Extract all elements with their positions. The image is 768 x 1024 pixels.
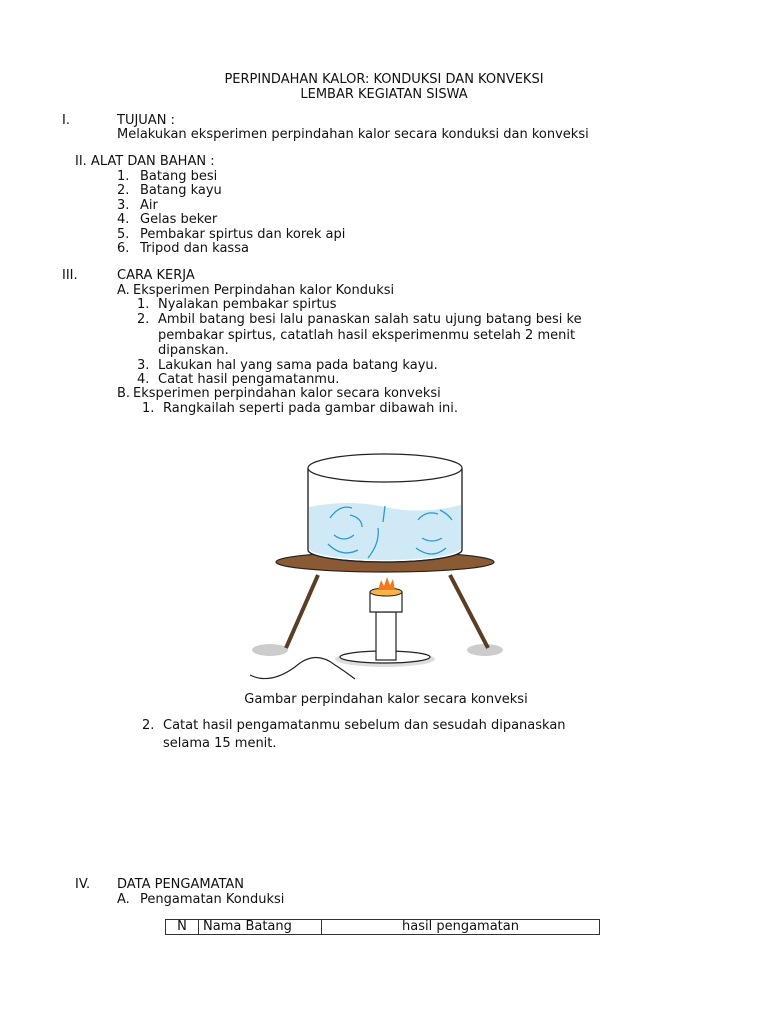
tujuan-text: Melakukan eksperimen perpindahan kalor secara konduksi dan konveksi xyxy=(117,127,589,142)
list-item: Air xyxy=(140,198,158,213)
step-number: 2. xyxy=(142,718,155,733)
list-item: Pembakar spirtus dan korek api xyxy=(140,227,346,242)
subsection-label: A. xyxy=(117,892,130,907)
col-header-nama-batang: Nama Batang xyxy=(199,920,322,935)
section-number: IV. xyxy=(75,877,91,892)
subsection-label: B. xyxy=(117,386,131,401)
section-heading-data: DATA PENGAMATAN xyxy=(117,877,245,892)
subsection-title: Eksperimen Perpindahan kalor Konduksi xyxy=(133,283,395,298)
list-item-number: 4. xyxy=(117,212,130,227)
step-number: 4. xyxy=(137,372,150,387)
step-text: Ambil batang besi lalu panaskan salah satu ujung batang besi ke xyxy=(158,312,582,327)
list-item: Gelas beker xyxy=(140,212,218,227)
step-text: Catat hasil pengamatanmu. xyxy=(158,372,340,387)
list-item: Tripod dan kassa xyxy=(140,241,249,256)
subsection-title: Pengamatan Konduksi xyxy=(140,892,285,907)
col-header-n: N xyxy=(166,920,199,935)
step-text: Lakukan hal yang sama pada batang kayu. xyxy=(158,358,438,373)
step-number: 1. xyxy=(137,297,150,312)
section-heading-alat: II. ALAT DAN BAHAN : xyxy=(75,154,215,169)
list-item-number: 2. xyxy=(117,183,130,198)
table-header-row xyxy=(166,920,600,935)
observation-table xyxy=(165,919,600,935)
section-heading-cara: CARA KERJA xyxy=(117,268,195,283)
list-item: Batang kayu xyxy=(140,183,222,198)
subsection-label: A. xyxy=(117,283,130,298)
convection-illustration xyxy=(250,440,520,680)
step-number: 3. xyxy=(137,358,150,373)
step-text: Rangkailah seperti pada gambar dibawah ini. xyxy=(163,401,459,416)
step-text: dipanskan. xyxy=(158,343,229,358)
step-number: 1. xyxy=(142,401,155,416)
step-text: Catat hasil pengamatanmu sebelum dan sesudah dipanaskan xyxy=(163,718,566,733)
list-item-number: 6. xyxy=(117,241,130,256)
doc-subtitle: LEMBAR KEGIATAN SISWA xyxy=(300,87,468,102)
list-item-number: 3. xyxy=(117,198,130,213)
section-heading-tujuan: TUJUAN : xyxy=(117,113,175,128)
list-item: Batang besi xyxy=(140,169,218,184)
col-header-hasil: hasil pengamatan xyxy=(322,920,600,935)
section-number: I. xyxy=(62,113,70,128)
step-text: pembakar spirtus, catatlah hasil eksperimenmu setelah 2 menit xyxy=(158,328,576,343)
subsection-title: Eksperimen perpindahan kalor secara konveksi xyxy=(133,386,441,401)
list-item-number: 5. xyxy=(117,227,130,242)
doc-title: PERPINDAHAN KALOR: KONDUKSI DAN KONVEKSI xyxy=(224,72,544,87)
step-text: Nyalakan pembakar spirtus xyxy=(158,297,337,312)
section-number: III. xyxy=(62,268,78,283)
figure-caption: Gambar perpindahan kalor secara konveksi xyxy=(244,692,528,707)
step-text: selama 15 menit. xyxy=(163,736,277,751)
step-number: 2. xyxy=(137,312,150,327)
list-item-number: 1. xyxy=(117,169,130,184)
